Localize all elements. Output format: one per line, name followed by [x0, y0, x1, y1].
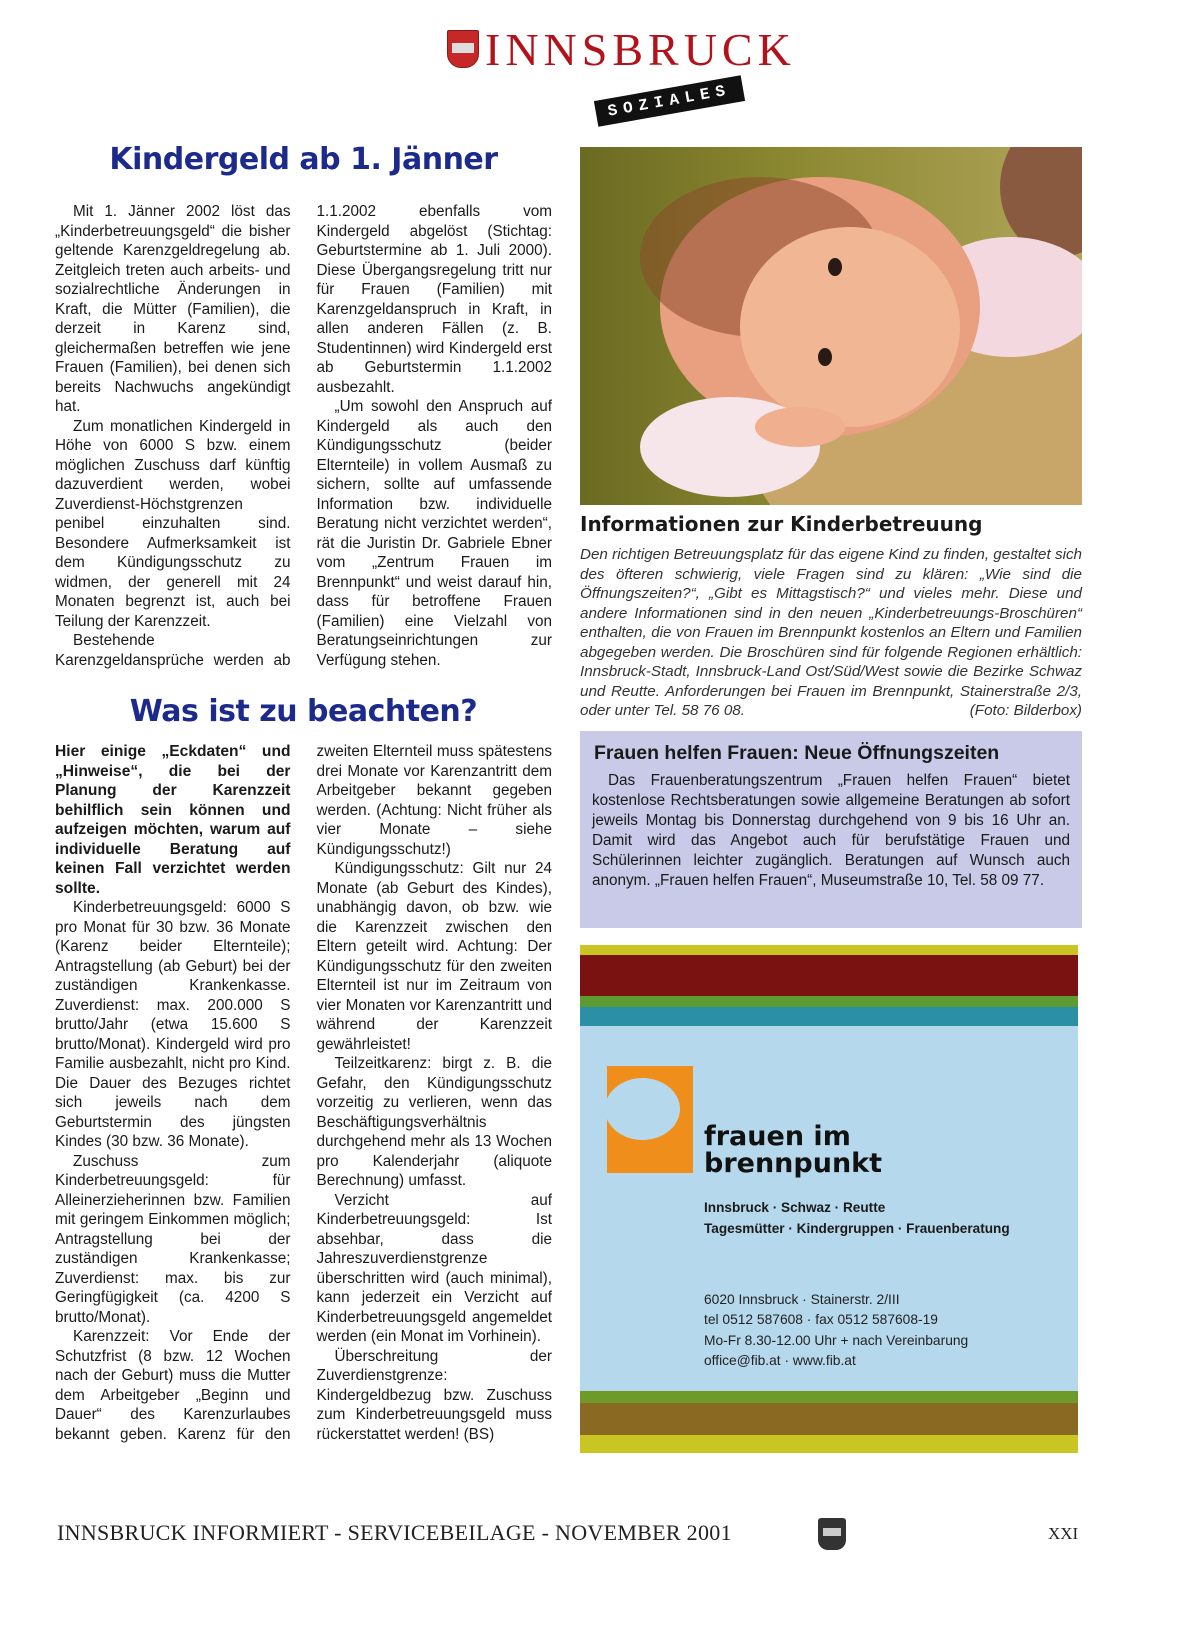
ad-services [704, 1197, 1010, 1239]
info-body: Den richtigen Betreuungsplatz für das eigene Kind zu finden, gestaltet sich des öfteren schwierig, viele Fragen sind zu klären: „Wie sind die Öffnungszeiten?“, „Gibt es Mittagstisch?“ und vieles mehr. Diese und andere Informationen sind in den neuen „Kinderbetreuungs-Broschüren“ enthalten, die von Frauen im Brennpunkt kostenlos an Eltern und Familien abgegeben werden. Die Broschüren sind für folgende Regionen erhältlich: Innsbruck-Stadt, Innsbruck-Land Ost/Süd/West sowie die Bezirke Schwaz und Reutte. Anforderungen bei Frauen im Brennpunkt, Stainerstraße 2/3, oder unter Tel. 58 76 08. [580, 546, 1082, 719]
left-articles [55, 140, 552, 1444]
article1-title: Kindergeld ab 1. Jänner [109, 142, 498, 177]
ad-web: office@fib.at · www.fib.at [704, 1353, 856, 1368]
paragraph: „Um sowohl den Anspruch auf Kindergeld als auch den Kündigungsschutz (beider Elternteile) in vollem Ausmaß zu sichern, sollte auf umfassende Information bzw. individuelle Beratung nicht verzichtet werden“, rät die Juristin Dr. Gabriele Ebner vom „Zentrum Frauen im Brennpunkt“ und weist darauf hin, dass für betroffene Frauen (Familien) eine Vielzahl von Beratungseinrichtungen zur Verfügung stehen. [316, 398, 552, 669]
paragraph: Karenzzeit: Vor Ende der Schutzfrist (8 bzw. 12 Wochen nach der Geburt) muss die Mutter dem Arbeitgeber „Beginn und Dauer“ des Karenzurlaubes bekannt geben. Karenz für den zweiten Elternteil muss spätestens drei Monate vor Karenzantritt dem Arbeitgeber bekannt gegeben werden. (Achtung: Nicht früher als vier Monate – siehe Kündigungsschutz!) [55, 743, 552, 1443]
masthead-tag: SOZIALES [594, 75, 745, 126]
baby-photo [580, 147, 1082, 505]
stripe [580, 1391, 1078, 1403]
box-text: Das Frauenberatungszentrum „Frauen helfen Frauen“ bietet kostenlose Rechtsberatungen sowie allgemeine Beratungen ab sofort jeweils Montag bis Donnerstag durchgehend von 9 bis 16 Uhr an. Damit wird das Angebot auch für berufstätige Frauen und Schülerinnen leichter zugänglich. Beratungen auf Wunsch auch anonym. „Frauen helfen Frauen“, Museumstraße 10, Tel. 58 09 77. [592, 771, 1070, 889]
paragraph: Zuschuss zum Kinderbetreuungsgeld: für Alleinerzieherinnen bzw. Familien mit geringem Einkommen möglich; Antragstellung bei der zuständigen Krankenkasse; Zuverdienst: max. bis zur Geringfügigkeit (ca. 4200 S brutto/Monat). [55, 1152, 291, 1326]
right-column [580, 147, 1082, 1453]
paragraph: Überschreitung der Zuverdienstgrenze: Kindergeldbezug bzw. Zuschuss zum Kinderbetreuungsgeld muss rückerstattet werden! (BS) [316, 1347, 552, 1443]
ad-brand [704, 1120, 883, 1179]
stripe [580, 955, 1078, 996]
photo-credit: (Foto: Bilderbox) [969, 702, 1082, 719]
paragraph: Kündigungsschutz: Gilt nur 24 Monate (ab Geburt des Kindes), unabhängig davon, ob bzw. wie die Karenzzeit zwischen den Eltern geteilt wird. Achtung: Der Kündigungsschutz für den zweiten Elternteil ist nur im Zeitraum von vier Monaten vor Karenzantritt und während der Karenzzeit gewährleistet! [316, 860, 552, 1053]
fib-logo-icon [607, 1066, 693, 1173]
article2-title: Was ist zu beachten? [129, 694, 478, 729]
paragraph: Verzicht auf Kinderbetreuungsgeld: Ist absehbar, dass die Jahreszuverdienstgrenze überschritten wird (auch minimal), kann jederzeit ein Verzicht auf Kinderbetreuungsgeld angemeldet werden (ein Monat im Vorhinein). [316, 1191, 552, 1345]
ad-hours: Mo-Fr 8.30-12.00 Uhr + nach Vereinbarung [704, 1332, 969, 1348]
stripe [580, 1007, 1078, 1026]
paragraph: Bestehende Karenzgeldansprüche werden ab 1.1.2002 ebenfalls vom Kindergeld abgelöst (Stichtag: Geburtstermine ab 1. Juli 2000). Diese Übergangsregelung tritt nur für Frauen (Familien) mit Karenzgeldanspruch in Kraft, in allen anderen Fällen (z. B. Studentinnen) wird Kindergeld erst ab Geburtstermin 1.1.2002 ausbezahlt. [55, 203, 552, 669]
ad-locations: Innsbruck · Schwaz · Reutte [704, 1199, 886, 1215]
article1-body [55, 202, 552, 670]
stripe [580, 1403, 1078, 1435]
article2-body [55, 742, 552, 1444]
box-title: Frauen helfen Frauen: Neue Öffnungszeiten [594, 741, 1000, 764]
brand-line: frauen im [704, 1120, 851, 1152]
frauen-helfen-frauen-box [580, 731, 1082, 928]
stripe [580, 945, 1078, 955]
paragraph: Mit 1. Jänner 2002 löst das „Kinderbetreuungsgeld“ die bisher geltende Karenzgeldregelung ab. Zeitgleich treten auch arbeits- und sozialrechtliche Änderungen in Kraft, die Mütter (Familien), die derzeit in Karenz sind, gleichermaßen betreffen wie jene Frauen (Familien), bei denen sich bereits Nachwuchs angekündigt hat. [55, 203, 291, 415]
stripe [580, 996, 1078, 1007]
fib-advertisement [580, 945, 1078, 1453]
ad-address: 6020 Innsbruck · Stainerstr. 2/III [704, 1291, 900, 1307]
paragraph: Kinderbetreuungsgeld: 6000 S pro Monat für 30 bzw. 36 Monate (Karenz beider Elternteile); Antragstellung (ab Geburt) bei der zuständigen Krankenkasse. Zuverdienst: max. 200.000 S brutto/Jahr (etwa 15.600 S brutto/Monat). Kindergeld wird pro Familie ausbezahlt, nicht pro Kind. Die Dauer des Bezuges richtet sich jeweils nach dem Geburtstermin des jüngsten Kindes (30 bzw. 36 Monate). [55, 899, 291, 1150]
brand-line: brennpunkt [704, 1147, 883, 1179]
ad-phone: tel 0512 587608 · fax 0512 587608-19 [704, 1312, 938, 1327]
ad-contact [704, 1290, 968, 1372]
stripe [580, 1435, 1078, 1453]
lead-paragraph: Hier einige „Eckdaten“ und „Hinweise“, die bei der Planung der Karenzzeit behilflich sein können und aufzeigen möchten, warum auf individuelle Beratung auf keinen Fall verzichtet werden sollte. [55, 743, 291, 897]
innsbruck-crest-icon [447, 30, 479, 68]
city-emblem-icon [818, 1518, 846, 1550]
footer-text: INNSBRUCK INFORMIERT - SERVICEBEILAGE - NOVEMBER 2001 [57, 1520, 732, 1545]
info-title: Informationen zur Kinderbetreuung [580, 512, 983, 536]
baby-photo-illustration [580, 147, 1082, 505]
masthead-logo [445, 24, 796, 124]
masthead-name: INNSBRUCK [485, 24, 796, 75]
paragraph: Zum monatlichen Kindergeld in Höhe von 6000 S bzw. einem möglichen Zuschuss darf künftig dazuverdient werden, wobei Zuverdienst-Höchstgrenzen penibel einzuhalten sind. Besondere Aufmerksamkeit ist dem Kündigungsschutz zu widmen, der generell mit 24 Monaten begrenzt ist, auch bei Teilung der Karenzzeit. [55, 417, 291, 630]
ad-services-list: Tagesmütter · Kindergruppen · Frauenberatung [704, 1220, 1010, 1236]
info-text [580, 545, 1082, 721]
page-number: XXI [1048, 1524, 1079, 1543]
paragraph: Teilzeitkarenz: birgt z. B. die Gefahr, den Kündigungsschutz vorzeitig zu verlieren, wenn das Beschäftigungsverhältnis durchgehend mehr als 13 Wochen pro Kalenderjahr (aliquote Berechnung) umfasst. [316, 1055, 552, 1189]
